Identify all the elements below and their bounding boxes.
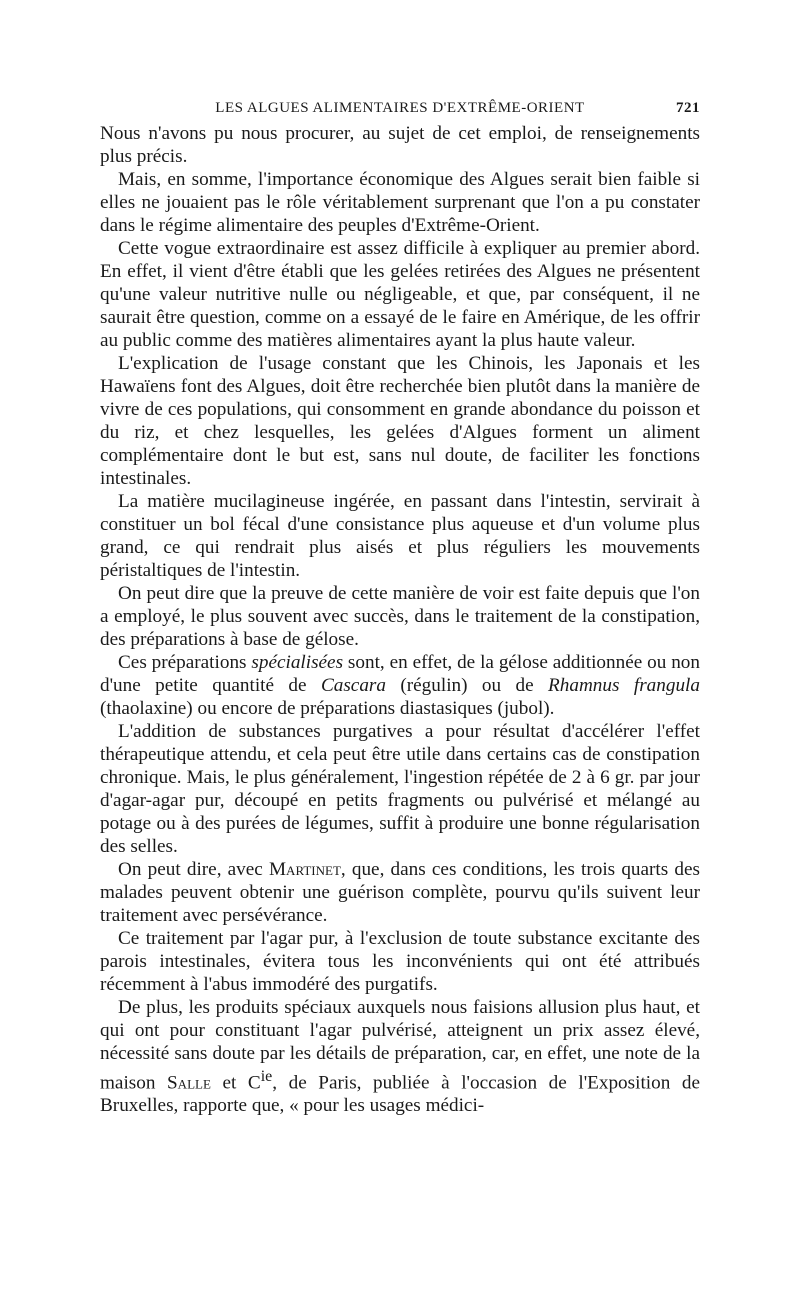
paragraph: Nous n'avons pu nous procurer, au sujet de cet emploi, de renseignements plus précis. — [100, 123, 700, 167]
author-name: Martinet — [269, 859, 341, 880]
text-run: (thaolaxine) ou encore de préparations diastasiques (jubol). — [100, 698, 555, 719]
book-page — [100, 96, 700, 1117]
text-run: , de Paris, publiée à l'occasion de l'Exposition de Bruxelles, rapporte que, « pour les usages médici- — [100, 1072, 700, 1117]
paragraph: On peut dire que la preuve de cette manière de voir est faite depuis que l'on a employé, le plus souvent avec succès, dans le traitement de la constipation, des préparations à base de gélose. — [100, 583, 700, 650]
company-name: Salle — [167, 1072, 211, 1094]
running-head — [100, 96, 700, 122]
italic-term: spécialisées — [251, 652, 344, 673]
paragraph: L'addition de substances purgatives a pour résultat d'accélérer l'effet thérapeutique attendu, et cela peut être utile dans certains cas de constipation chronique. Mais, le plus généralement, l'ingestion répétée de 2 à 6 gr. par jour d'agar-agar pur, découpé en petits fragments ou pulvérisé et mélangé au potage ou à des purées de légumes, suffit à produire une bonne régularisation des selles. — [100, 721, 700, 857]
paragraph: Cette vogue extraordinaire est assez difficile à expliquer au premier abord. En effet, il vient d'être établi que les gelées retirées des Algues ne présentent qu'une valeur nutritive nulle ou négligeable, et que, par conséquent, il ne saurait être question, comme on a essayé de le faire en Amérique, de les offrir au public comme des matières alimentaires ayant la plus haute valeur. — [100, 238, 700, 351]
text-run: (régulin) ou de — [385, 675, 549, 696]
page-number: 721 — [676, 100, 700, 116]
text-run: De plus, les produits spéciaux auxquels nous faisions allusion plus haut, et qui ont pour constituant l'agar pulvérisé, atteignent un prix assez élevé, nécessité sans doute par les détails de préparation, car, en effet, une note de la maison — [100, 997, 700, 1094]
text-run: et C — [210, 1072, 261, 1094]
italic-term: Rhamnus frangula — [548, 675, 700, 696]
text-run: , que, dans ces conditions, les trois quarts des malades peuvent obtenir une guérison complète, pourvu qu'ils suivent leur traitement avec persévérance. — [100, 859, 700, 926]
paragraph — [100, 996, 700, 1117]
running-title: LES ALGUES ALIMENTAIRES D'EXTRÊME-ORIENT — [215, 100, 585, 116]
paragraph — [100, 651, 700, 720]
paragraph: La matière mucilagineuse ingérée, en passant dans l'intestin, servirait à constituer un bol fécal d'une consistance plus aqueuse et d'un volume plus grand, ce qui rendrait plus aisés et plus réguliers les mouvements péristaltiques de l'intestin. — [100, 491, 700, 581]
paragraph: Mais, en somme, l'importance économique des Algues serait bien faible si elles ne jouaient pas le rôle véritablement surprenant que l'on a pu constater dans le régime alimentaire des peuples d'Extrême-Orient. — [100, 169, 700, 236]
italic-term: Cascara — [320, 675, 386, 696]
body-text — [100, 122, 700, 1117]
text-run: sont, en effet, de la gélose additionnée ou non d'une petite quantité de — [100, 652, 700, 696]
text-run: On peut dire, avec — [118, 859, 269, 880]
text-run: Ces préparations — [118, 652, 252, 673]
superscript: ie — [260, 1068, 273, 1085]
paragraph: L'explication de l'usage constant que les Chinois, les Japonais et les Hawaïens font des Algues, doit être recherchée bien plutôt dans la manière de vivre de ces populations, qui consomment en grande abondance du poisson et du riz, et chez lesquelles, les gelées d'Algues forment un aliment complémentaire dont le but est, sans nul doute, de faciliter les fonctions intestinales. — [100, 353, 700, 489]
paragraph — [100, 858, 700, 927]
paragraph: Ce traitement par l'agar pur, à l'exclusion de toute substance excitante des parois intestinales, évitera tous les inconvénients qui ont été attribués récemment à l'abus immodéré des purgatifs. — [100, 928, 700, 995]
